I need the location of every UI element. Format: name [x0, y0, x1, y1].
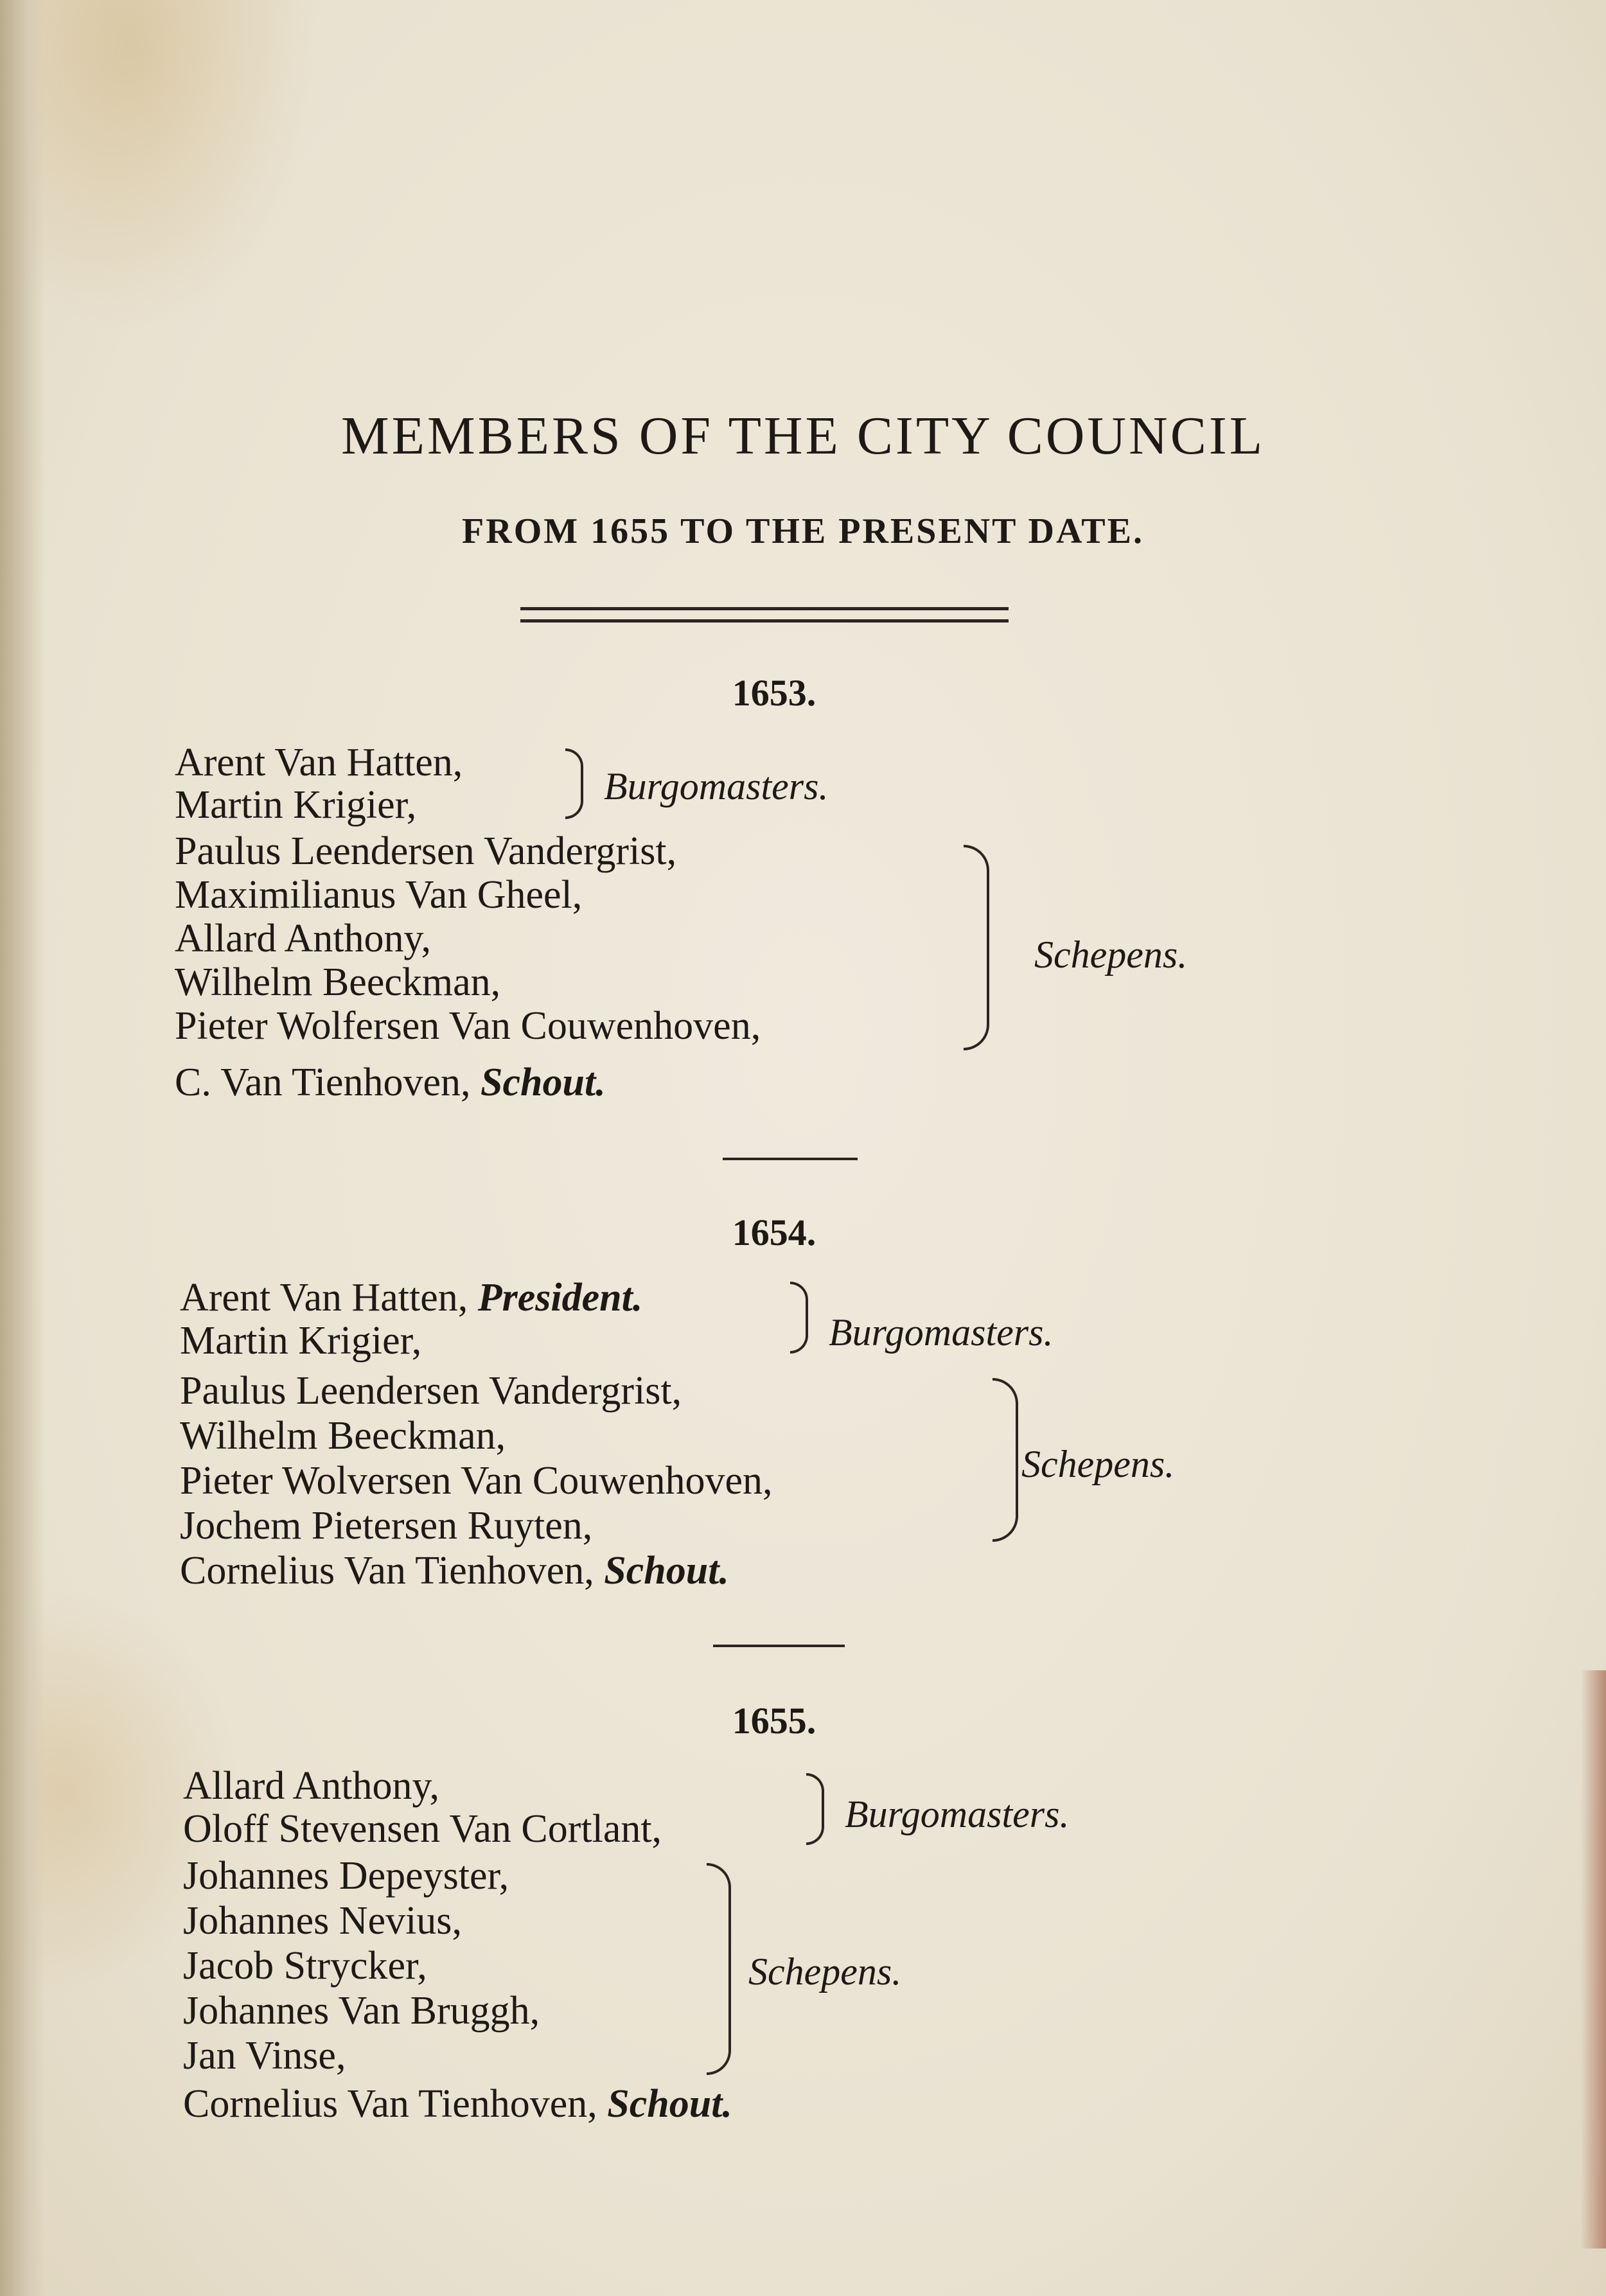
schout-name: Cornelius Van Tienhoven, — [180, 1549, 594, 1593]
burgomasters-label: Burgomasters. — [604, 765, 829, 808]
schepen-name: Maximilianus Van Gheel, — [175, 873, 583, 917]
burgomasters-brace — [565, 748, 583, 819]
schepen-name: Allard Anthony, — [175, 917, 431, 960]
burgomaster-line — [180, 1275, 642, 1320]
schepen-name: Wilhelm Beeckman, — [175, 960, 501, 1004]
burgomaster-name: Arent Van Hatten, — [180, 1276, 468, 1320]
schepen-name: Pieter Wolversen Van Couwenhoven, — [180, 1459, 773, 1503]
schepen-name: Pieter Wolfersen Van Couwenhoven, — [175, 1004, 761, 1048]
schepens-label: Schepens. — [1034, 933, 1188, 976]
schepen-name: Johannes Nevius, — [183, 1899, 462, 1943]
schout-label: Schout. — [481, 1061, 606, 1104]
year-heading-1654: 1654. — [732, 1212, 816, 1253]
schepens-brace — [707, 1863, 731, 2075]
section-rule — [713, 1645, 845, 1647]
schepens-brace — [993, 1378, 1018, 1542]
schout-line — [180, 1548, 729, 1593]
schepens-label: Schepens. — [748, 1950, 902, 1993]
president-label: President. — [477, 1276, 643, 1320]
section-rule — [723, 1158, 858, 1160]
schepen-name: Wilhelm Beeckman, — [180, 1414, 506, 1458]
page-title: MEMBERS OF THE CITY COUNCIL — [340, 406, 1266, 466]
year-heading-1653: 1653. — [732, 672, 816, 714]
schout-line — [175, 1060, 606, 1105]
schout-label: Schout. — [604, 1549, 729, 1593]
schepen-name: Paulus Leendersen Vandergrist, — [175, 829, 677, 873]
schepens-label: Schepens. — [1021, 1443, 1175, 1485]
burgomasters-brace — [790, 1282, 808, 1354]
schout-label: Schout. — [607, 2082, 732, 2126]
schepen-name: Paulus Leendersen Vandergrist, — [180, 1369, 682, 1413]
schepen-name: Jacob Strycker, — [183, 1944, 427, 1988]
burgomaster-name: Martin Krigier, — [180, 1319, 422, 1363]
title-double-rule — [520, 607, 1009, 623]
schepen-name: Johannes Van Bruggh, — [183, 1989, 540, 2033]
burgomaster-name: Martin Krigier, — [175, 783, 417, 827]
burgomasters-label: Burgomasters. — [829, 1311, 1054, 1354]
schout-line — [183, 2081, 732, 2126]
burgomaster-name: Allard Anthony, — [183, 1764, 439, 1808]
burgomaster-name: Arent Van Hatten, — [175, 741, 463, 784]
page-gutter — [0, 0, 45, 2296]
schout-name: C. Van Tienhoven, — [175, 1061, 471, 1104]
year-heading-1655: 1655. — [732, 1700, 816, 1742]
burgomasters-brace — [806, 1773, 824, 1845]
page-edge — [1580, 1670, 1606, 2248]
schepens-brace — [964, 845, 989, 1050]
page-subtitle: FROM 1655 TO THE PRESENT DATE. — [462, 511, 1144, 551]
schepen-name: Jan Vinse, — [183, 2034, 346, 2078]
schepen-name: Jochem Pietersen Ruyten, — [180, 1504, 593, 1548]
burgomasters-label: Burgomasters. — [845, 1793, 1070, 1835]
schepen-name: Johannes Depeyster, — [183, 1854, 509, 1898]
schout-name: Cornelius Van Tienhoven, — [183, 2082, 597, 2126]
burgomaster-name: Oloff Stevensen Van Cortlant, — [183, 1807, 662, 1851]
